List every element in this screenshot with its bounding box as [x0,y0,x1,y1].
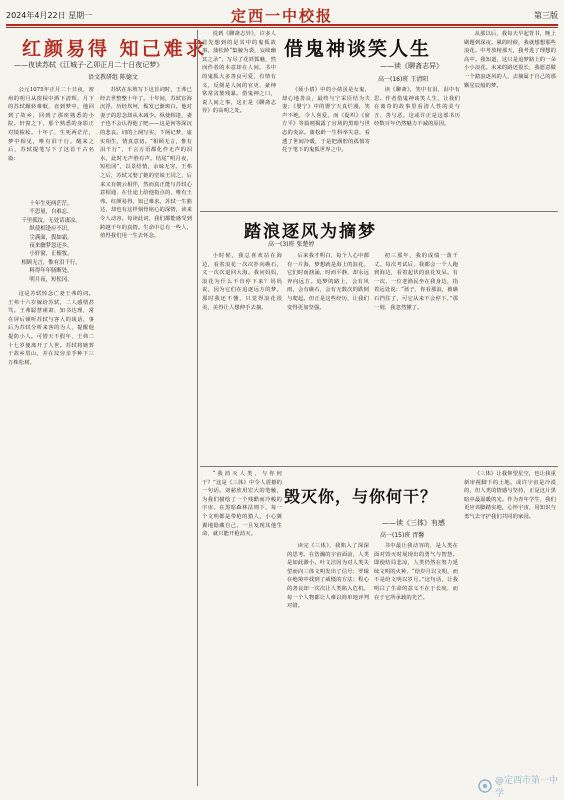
article1-column1b: 这是苏轼悼念亡妻王弗的词。王弗十六岁嫁给苏轼，二人感情甚笃。王弗聪慧谨肃，知书达理，常在屏后倾听苏轼与客人的谈话，事后为苏轼分析来客的为人，提醒他提防小人。可惜天不假年，王弗二十七岁便离开了人世。苏轼将她葬于故乡眉山，并在坟旁亲手种下三万株松树。 [8,291,94,366]
verse-line: 十年生死两茫茫， [29,201,73,207]
verse-line: 小轩窗，正梳妆。 [29,251,73,258]
page-header [6,6,558,24]
section-rule [200,466,558,467]
article3-byline: 高一(3)班 张楚婷 [268,241,315,248]
article2-byline: 高一(16)班 王清阳 [378,76,429,83]
header-rule-thin [6,27,558,28]
article4-column3: 书中最让我动容的，是人类在面对毁灭时展现出的勇气与智慧。即使结局悲凉，人类仍然在努力延续文明的火种。“给岁月以文明，而不是给文明以岁月。”这句话，让我明白了生命的意义不在于长度，而在于它所承载的光芒。 [374,543,458,601]
page-number: 第三版 [534,10,558,20]
verse-line: 夜来幽梦忽还乡， [29,243,73,250]
watermark-logo [478,776,559,799]
column-divider [197,30,198,786]
article2-subtitle: ——读《聊斋志异》 [380,62,443,70]
article3-title: 踏浪逐风为摘梦 [244,222,377,242]
article3-column4: 从那以后，我每天早起背书，晚上刷题到深夜。累的时候，我就想想那些浪花。中考放榜那天，我考进了理想的高中。我知道，这只是追梦路上的一朵小小浪花。未来的路还很长，我愿意做一个踏浪逐风的人，去摘属于自己的那颗星辰般的梦。 [464,31,556,89]
article2-column2: 《聂小倩》中的小倩虽是女鬼，却心地善良，最终与宁采臣结为夫妻；《婴宁》中的婴宁天真烂漫，笑声不绝，令人喜爱。而《促织》《席方平》等篇则揭露了官场的黑暗与世态的炎凉。蒲松龄一生科举失意，看透了世间冷暖，于是把满腔的孤愤寄托于笔下的鬼狐世界之中。 [282,87,370,154]
verse-line: 明月夜，短松冈。 [29,276,73,283]
article4-column1: “我消灭人类，与你何干？”这是《三体》中令人震撼的一句话。刘慈欣用宏大的笔触，为我们描绘了一个残酷而冷峻的宇宙。在黑暗森林法则下，每一个文明都是带枪的猎人，小心翼翼地隐藏自己，一旦发现其他生命，就只能开枪消灭。 [202,471,282,538]
header-rule [6,24,558,26]
article4-column2: 读完《三体》，我陷入了深深的思考。在浩瀚的宇宙面前，人类是如此渺小。叶文洁因为对人类失望而向三体文明发出了信号；罗辑在绝境中找到了威慑的方法；程心的善良却一次次让人类陷入危机。每一个人物都让人难以简单地评判对错。 [287,543,369,610]
poem-verse [8,200,94,284]
article2-title: 借鬼神谈笑人生 [284,38,432,60]
verse-line: 纵使相逢应不识， [29,226,73,233]
article3-column1: 小时候，我总喜欢站在海边，看着浪花一次次扑向礁石，又一次次退回大海。我问妈妈，浪花为什么不肯停下来？妈妈说，因为它们在追逐远方的梦。那时我还不懂，只觉得浪花很美，美得让人想伸手去摘。 [202,253,282,311]
article2-column1: 说到《聊斋志异》，许多人首先想到的是其中的鬼狐故事。蒲松龄“集腋为裘，妄续幽冥之录”，写尽了花妖狐魅，然而作者的本意却在人间。书中的鬼狐大多善良可爱，有情有义，反倒是人间的官吏、豪绅常常贪婪残暴。借鬼神之口，说人间之事，这正是《聊斋志异》的高明之处。 [202,31,276,115]
article4-byline: 高一(15)班 胥馨 [380,532,425,539]
verse-line: 相顾无言，惟有泪千行。 [21,259,81,266]
article3-column3: 初三那年，我的成绩一落千丈。每次考试后，我都会一个人跑到海边，看着起伏的浪花发呆。有一次，一位老渔民坐在我身边，指着远处说：“孩子，你看那浪，被礁石挡住了，可它从来不会停下。”那一刻，我忽然懂了。 [374,253,458,311]
watermark-text: @定西市第一中学 [495,776,559,799]
article4-column4: 《三体》让我仰望星空，也让我重新审视脚下的土地。或许宇宙是冷漠的，但人类的情感与坚持，正是这片黑暗中最温暖的光。作为青年学生，我们更应该脚踏实地，心怀宇宙，用知识与勇气去守护我们共同的家园。 [464,471,556,520]
verse-line: 不思量，自难忘。 [29,209,73,216]
verse-line: 尘满面，鬓如霜。 [29,234,73,241]
masthead-title: 定西一中校报 [230,7,334,25]
article3-column2: 后来我才明白，每个人心中都有一片海，梦想就是海上的浪花。它们时而汹涌，时而平静，却永远奔向远方。追梦的路上，会有风雨，会有礁石，会有无数次的跌倒与爬起。但正是这些经历，让我们变得更加坚强。 [287,253,369,311]
article1-title: 红颜易得 知己难求 [22,38,208,60]
article2-column3: 读《聊斋》，笑中有泪，泪中有思。作者借鬼神谈笑人生，让我们在离奇的故事里看清人性的美与丑、善与恶。这或许正是这部书历经数百年仍然魅力不减的原因。 [374,87,460,128]
school-logo-icon [478,779,492,793]
issue-date: 2024年4月22日 星期一 [6,10,93,20]
article1-byline: 语文教研组 陈德文 [88,74,138,81]
article1-column1: 公元1075年正月二十日夜，密州的明月从窗棂中洒下清辉，月下的苏轼辗转难眠，直到梦中，他回到了故乡，回到了那座熟悉的小院。轩窗之下，那个熟悉的身影正对镜梳妆。十年了，生死两茫茫，梦中相见，唯有泪千行。醒来之后，苏轼提笔写下了这首千古名篇： [8,87,94,162]
article1-subtitle: ——夜读苏轼《江城子·乙卯正月二十日夜记梦》 [14,61,164,69]
article4-title: 毁灭你，与你何干？ [284,487,438,506]
verse-line: 千里孤坟，无处话凄凉。 [21,217,81,224]
verse-line: 料得年年肠断处， [29,268,73,275]
article1-column2: 苏轼在东坡写下这首词时，王弗已经去世整整十年了。十年间，苏轼宦海沉浮，历经坎坷，鬓发已渐斑白。他对妻子的思念却从未减少。纵使相逢，妻子也不会认得他了吧——这是何等深沉的悲哀。词的上阕写实，下阕记梦，虚实相生，情真意切。“相顾无言，惟有泪千行”，千言万语都化作无声的泪水，此时无声胜有声。结尾“明月夜，短松冈”，以景结情，余味无穷。王弗之后，苏轼又娶了她的堂妹王闰之，后来又有朝云相伴，然而真正能与苏轼心意相通、在仕途上给他指点的，唯有王弗。红颜易得，知己难求。苏轼一生豁达，却也有这样刻骨铭心的深情，读来令人动容。每读此词，我们都能感受到跨越千年的真情。生命中总有一些人，值得我们用一生去怀念。 [100,87,192,240]
article4-subtitle: ——读《三体》有感 [382,519,445,527]
